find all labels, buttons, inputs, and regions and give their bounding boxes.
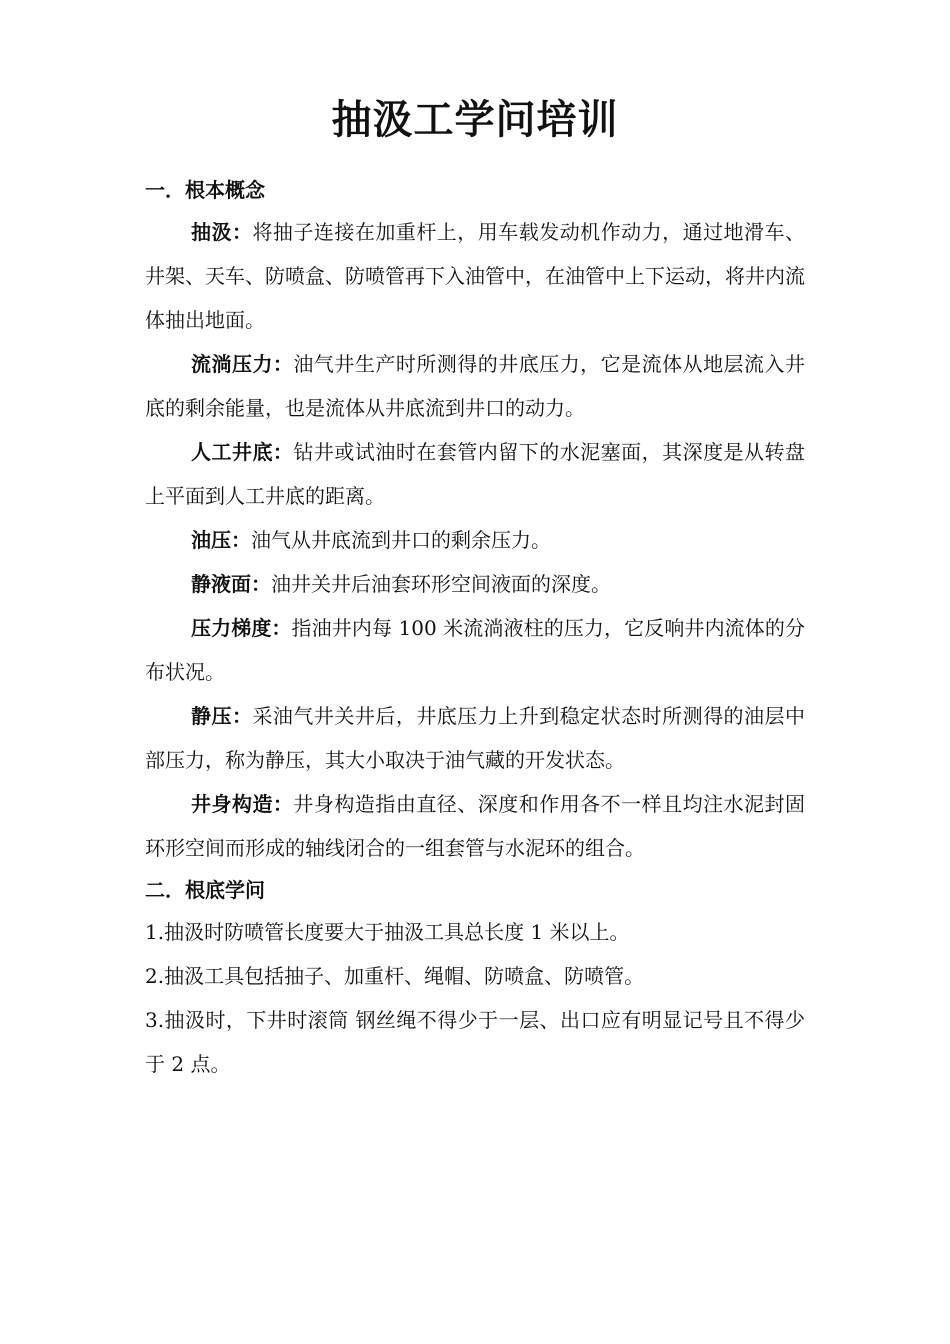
document-title: 抽汲工学问培训 [331, 97, 619, 143]
definition-paragraph [145, 210, 805, 342]
term-label: 静压： [191, 704, 253, 728]
term-label: 人工井底： [191, 440, 294, 464]
definition-paragraph [145, 518, 805, 562]
term-text: 采油气井关井后，井底压力上升到稳定状态时所测得的油层中部压力，称为静压，其大小取决于油气藏的开发状态。 [145, 704, 806, 772]
term-label: 油压： [191, 528, 251, 552]
definition-paragraph [145, 430, 805, 518]
definition-paragraph [145, 782, 805, 870]
term-text: 油气井生产时所测得的井底压力，它是流体从地层流入井底的剩余能量，也是流体从井底流到井口的动力。 [145, 352, 806, 420]
definition-paragraph [145, 342, 805, 430]
document-body [145, 170, 805, 1086]
list-item: 2.抽汲工具包括抽子、加重杆、绳帽、防喷盒、防喷管。 [145, 964, 645, 988]
list-item: 1.抽汲时防喷管长度要大于抽汲工具总长度 1 米以上。 [145, 920, 630, 944]
term-text: 指油井内每 100 米流淌液柱的压力，它反响井内流体的分布状况。 [145, 616, 806, 684]
definition-paragraph [145, 562, 805, 606]
term-label: 井身构造： [191, 792, 294, 816]
term-label: 静液面： [191, 572, 271, 596]
term-label: 压力梯度： [191, 616, 292, 640]
term-text: 井身构造指由直径、深度和作用各不一样且均注水泥封固环形空间而形成的轴线闭合的一组套管与水泥环的组合。 [145, 792, 806, 860]
term-text: 钻井或试油时在套管内留下的水泥塞面，其深度是从转盘上平面到人工井底的距离。 [145, 440, 806, 508]
list-item: 3.抽汲时，下井时滚筒 钢丝绳不得少于一层、出口应有明显记号且不得少于 2 点。 [145, 1008, 805, 1076]
definition-paragraph [145, 694, 805, 782]
section-heading-basic-concepts: 一．根本概念 [145, 178, 265, 202]
definition-paragraph [145, 606, 805, 694]
term-label: 抽汲： [191, 220, 253, 244]
term-text: 油井关井后油套环形空间液面的深度。 [271, 572, 611, 596]
term-text: 将抽子连接在加重杆上，用车载发动机作动力，通过地滑车、井架、天车、防喷盒、防喷管再下入油管中，在油管中上下运动，将井内流体抽出地面。 [145, 220, 806, 332]
term-text: 油气从井底流到井口的剩余压力。 [251, 528, 551, 552]
term-label: 流淌压力： [191, 352, 294, 376]
section-heading-basic-knowledge: 二．根底学问 [145, 878, 265, 902]
